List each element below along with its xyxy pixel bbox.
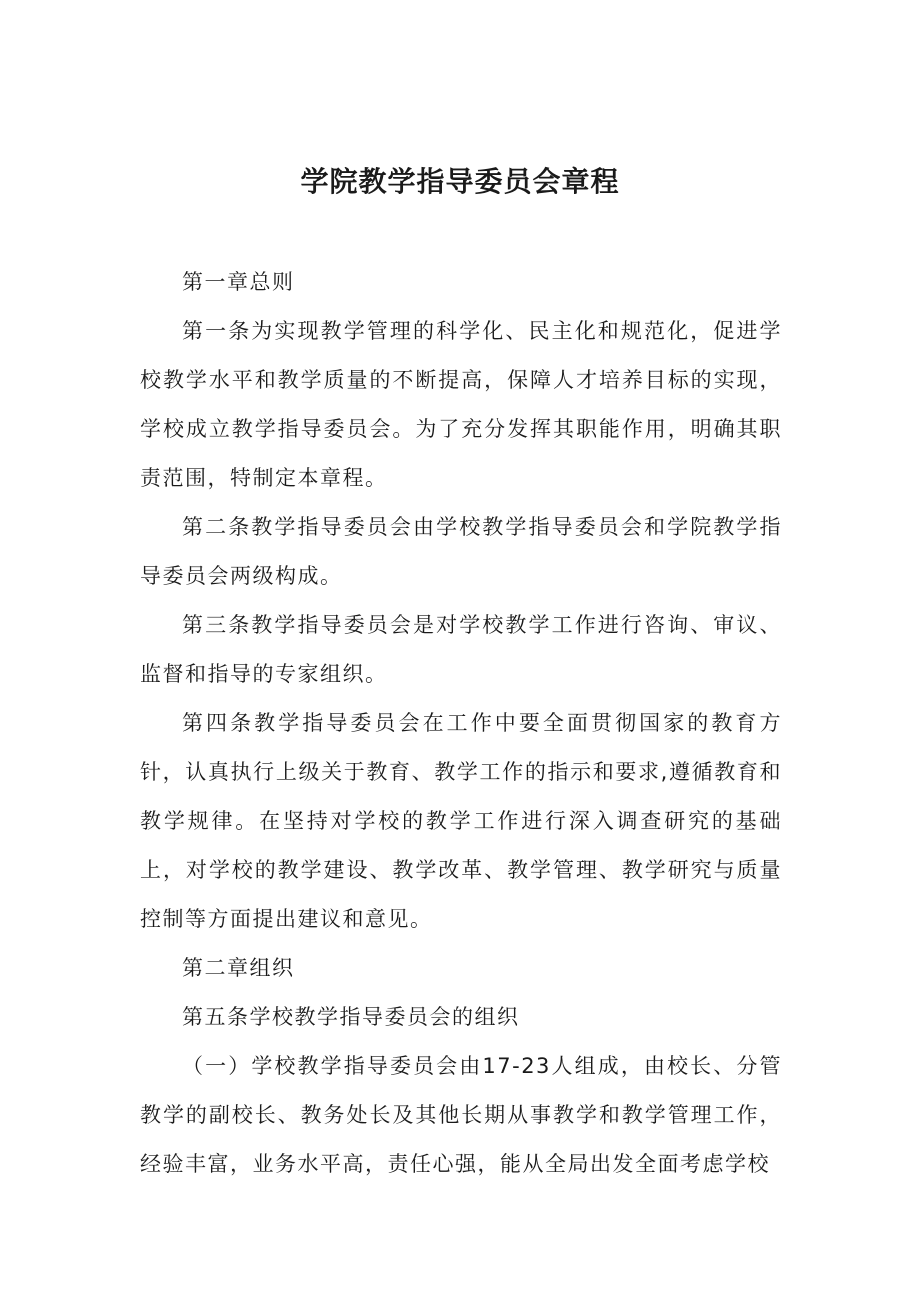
chapter-heading-general: 第一章总则 [182, 270, 295, 294]
article-paragraph: 第二条教学指导委员会由学校教学指导委员会和学院教学指导委员会两级构成。 [140, 515, 782, 588]
article-paragraph: 第一条为实现教学管理的科学化、民主化和规范化，促进学校教学水平和教学质量的不断提高，保障人才培养目标的实现，学校成立教学指导委员会。为了充分发挥其职能作用，明确其职责范围，特制定本章程。 [140, 319, 782, 490]
article-paragraph: 第三条教学指导委员会是对学校教学工作进行咨询、审议、监督和指导的专家组织。 [140, 613, 782, 686]
clause-paragraph: （一）学校教学指导委员会由17-23人组成，由校长、分管教学的副校长、教务处长及其他长期从事教学和教学管理工作，经验丰富，业务水平高，责任心强，能从全局出发全面考虑学校 [140, 1054, 782, 1176]
document-title: 学院教学指导委员会章程 [300, 165, 620, 198]
article-paragraph: 第四条教学指导委员会在工作中要全面贯彻国家的教育方针，认真执行上级关于教育、教学工作的指示和要求,遵循教育和教学规律。在坚持对学校的教学工作进行深入调查研究的基础上，对学校的教学建设、教学改革、教学管理、教学研究与质量控制等方面提出建议和意见。 [140, 711, 782, 931]
article-paragraph: 第五条学校教学指导委员会的组织 [182, 1005, 520, 1029]
document-body [140, 258, 782, 1189]
chapter-heading-organization: 第二章组织 [182, 956, 295, 980]
